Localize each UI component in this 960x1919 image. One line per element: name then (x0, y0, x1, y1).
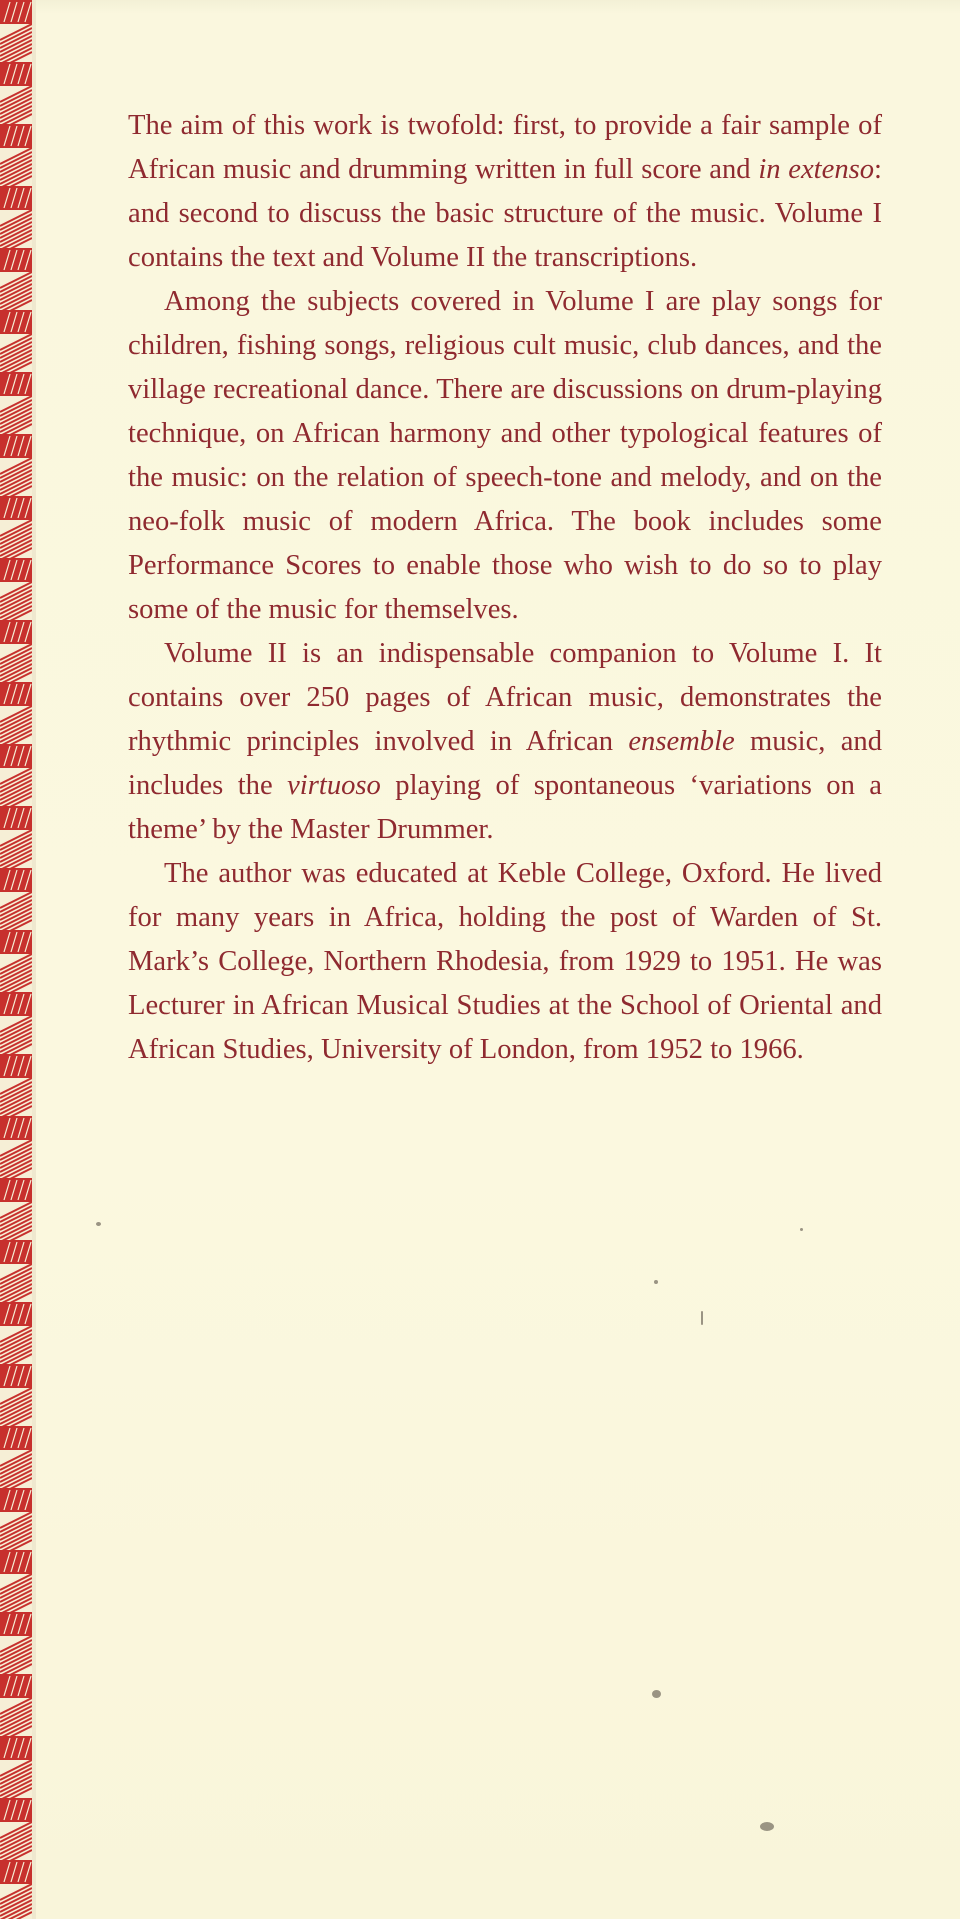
paper-speck (760, 1822, 774, 1831)
paragraph-author (128, 852, 882, 1072)
paragraph-volume-one-subjects (128, 280, 882, 632)
text-run: The author was educated at Keble College, Oxford. He lived for many years in Africa, holding the post of Warden of St. Mark’s College, Northern Rhodesia, from 1929 to 1951. He was Lecturer in African Musical Studies at the School of Oriental and African Studies, University of London, from 1952 to 1966. (128, 858, 882, 1065)
decorative-border-pattern (0, 0, 36, 1919)
paper-speck (96, 1222, 101, 1226)
paper-speck (800, 1228, 803, 1231)
blurb-text (128, 104, 882, 1072)
text-run: playing of spontaneous ‘variations on a theme’ by the Master Drummer. (128, 770, 882, 845)
text-run: : and second to discuss the basic structure of the music. Volume I contains the text and Volume II the transcriptions. (128, 154, 882, 273)
italic-term: virtuoso (287, 770, 381, 801)
italic-term: ensemble (628, 726, 735, 757)
italic-term: in extenso (758, 154, 875, 185)
paper-speck (652, 1690, 661, 1698)
text-run: music, and includes the (128, 726, 882, 801)
text-run: Among the subjects covered in Volume I are play songs for children, fishing songs, religious cult music, club dances, and the village recreational dance. There are discussions on drum-playing technique, on African harmony and other typological features of the music: on the relation of speech-tone and melody, and on the neo-folk music of modern Africa. The book includes some Performance Scores to enable those who wish to do so to play some of the music for themselves. (128, 286, 882, 625)
decorative-border (0, 0, 36, 1919)
paragraph-volume-two (128, 632, 882, 852)
paper-speck (701, 1311, 703, 1325)
text-run: The aim of this work is twofold: first, to provide a fair sample of African music and drumming written in full score and (128, 110, 882, 185)
paragraph-aim (128, 104, 882, 280)
paper-speck (654, 1280, 658, 1284)
text-run: Volume II is an indispensable companion to Volume I. It contains over 250 pages of African music, demonstrates the rhythmic principles involved in African (128, 638, 882, 757)
